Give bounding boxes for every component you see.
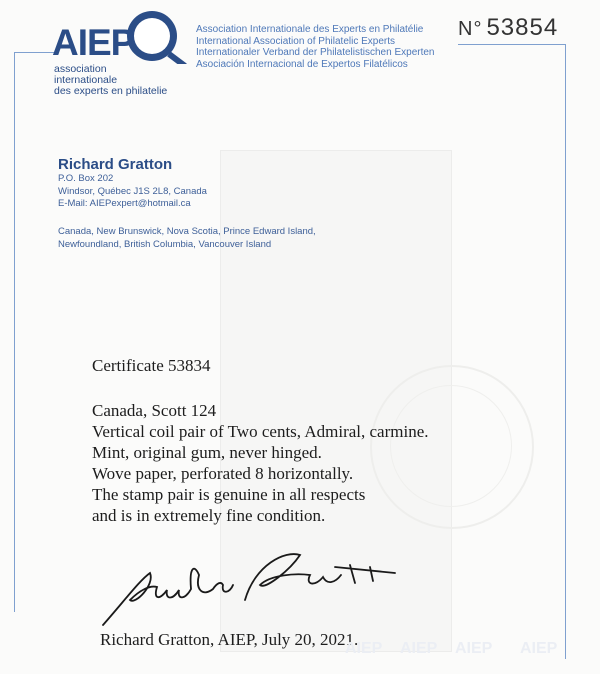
logo-text: AIEP [52,22,135,63]
regions-line: Canada, New Brunswick, Nova Scotia, Prince Edward Island, [58,226,316,237]
certificate-number-prefix: N° [458,18,483,40]
certificate-number [458,14,558,42]
frame-line-top-left [14,52,54,53]
certificate-body [92,400,429,526]
certificate-number-value: 53854 [486,14,559,41]
certificate-line: The stamp pair is genuine in all respects [92,485,366,504]
watermark-logo: AIEP [400,640,438,657]
association-name-de: Internationaler Verband der Philatelistischen Experten [196,47,435,59]
certificate-line: and is in extremely fine condition. [92,506,326,525]
expert-name: Richard Gratton [58,156,173,173]
association-name-fr: Association Internationale des Experts en Philatélie [196,24,424,35]
association-name-es: Asociación Internacional de Expertos Filatélicos [196,58,408,70]
handwritten-signature [95,545,425,635]
logo-sub-line: internationale [54,74,118,86]
watermark-logo: AIEP [455,640,493,657]
aiep-logo [52,8,192,98]
expert-email: E-Mail: AIEPexpert@hotmail.ca [58,198,191,209]
expert-address-line: Windsor, Québec J1S 2L8, Canada [58,185,207,197]
watermark-logo: AIEP [520,640,558,657]
expert-address-line: P.O. Box 202 [58,173,114,184]
logo-subtitle [54,64,167,97]
frame-line-left [14,52,15,612]
frame-line-right [565,44,566,659]
association-names [196,24,434,70]
certificate-line: Canada, Scott 124 [92,401,217,420]
certificate-line: Vertical coil pair of Two cents, Admiral, carmine. [92,422,429,441]
logo-sub-line: des experts en philatelie [54,85,168,97]
certificate-line: Mint, original gum, never hinged. [92,443,322,462]
signature-caption: Richard Gratton, AIEP, July 20, 2021. [100,630,359,649]
certificate-line: Wove paper, perforated 8 horizontally. [92,464,354,483]
expert-regions [58,226,316,251]
regions-line: Newfoundland, British Columbia, Vancouver Island [58,238,272,250]
watermark-logo: AIEP [345,640,383,657]
frame-line-top-right [458,44,566,45]
certificate-title: Certificate 53834 [92,356,211,375]
logo-sub-line: association [54,63,107,75]
association-name-en: International Association of Philatelic Experts [196,35,395,47]
expert-block [58,156,207,211]
